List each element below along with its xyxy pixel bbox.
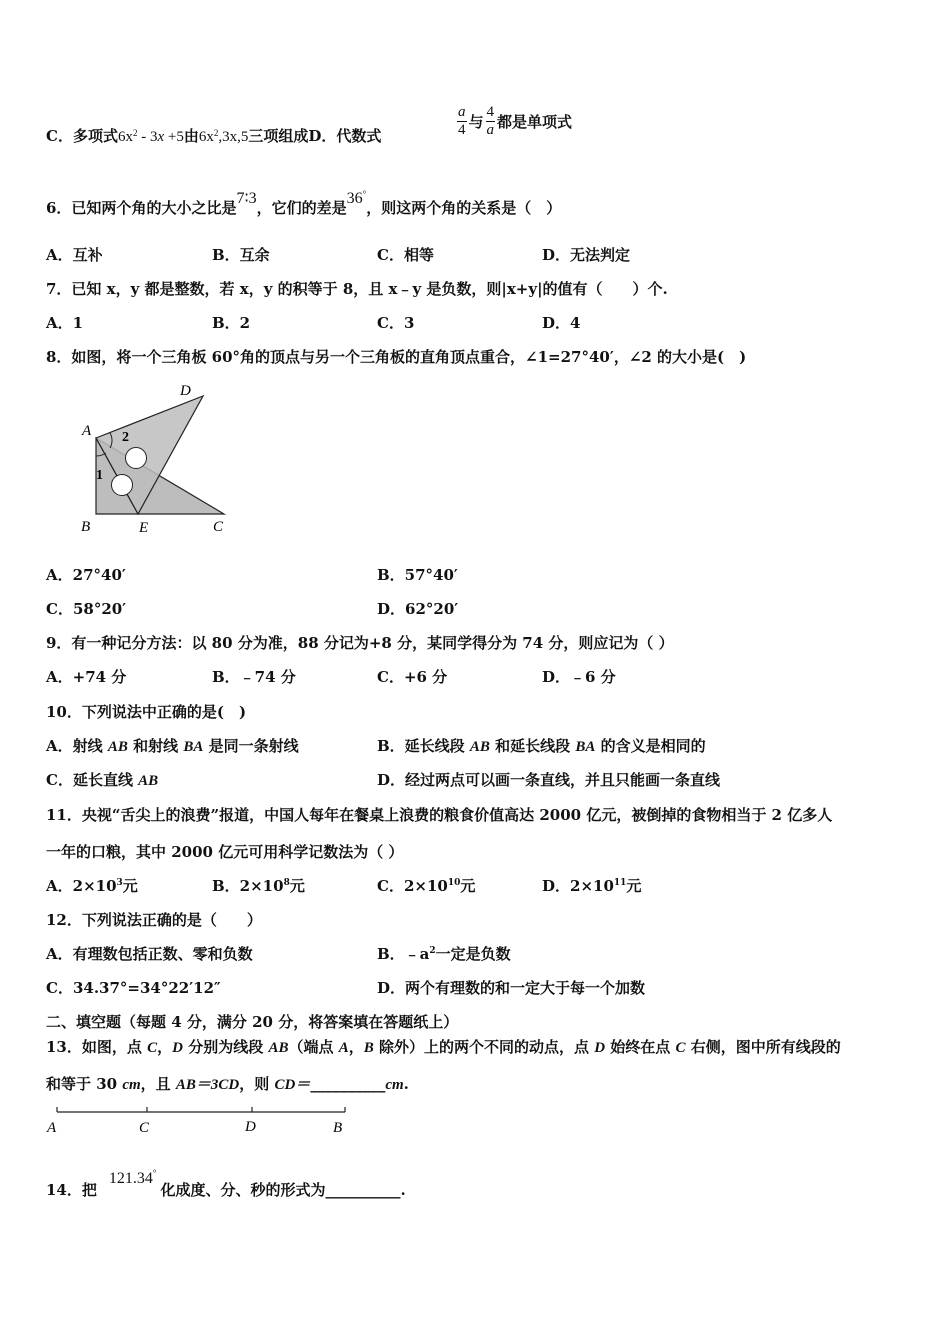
q13-d2: D [594,1040,606,1056]
q10-b-post: 的含义是相同的 [595,737,706,755]
q9-option-c: C．+6 分 [377,668,448,686]
q10-a-ab: AB [107,739,128,755]
q5-cd-line [46,126,381,147]
q13-l1-c: 分别为线段 [182,1038,269,1056]
q5-d-label: D．代数式 [308,127,382,145]
q11-a-unit: 元 [122,877,138,895]
q5-and: 与 [468,113,484,131]
q8-label-c: C [213,519,224,535]
q10-option-b [377,736,706,757]
q6-option-a: A．互补 [46,246,103,264]
q12-option-d: D．两个有理数的和一定大于每一个加数 [377,979,646,997]
q11-option-a [46,876,138,896]
q5-c-poly-b: - 3 [137,129,158,145]
q6-stem-b: ，它们的差是 [256,199,347,217]
q13-line2 [46,1074,409,1095]
q5-frac2-num: 4 [486,104,495,120]
q8-label-2: 2 [122,430,129,445]
q8-label-b: B [81,519,91,535]
q5-c-poly-a: 6x [117,129,133,145]
q5-frac2 [486,104,496,139]
q13-b: B [363,1040,374,1056]
q10-a-post: 是同一条射线 [203,737,299,755]
q10-a-mid: 和射线 [127,737,184,755]
q6-option-d: D．无法判定 [542,246,631,264]
q5-c-compose: 三项组成 [248,127,309,145]
q5-d-end: 都是单项式 [497,113,573,131]
q5-c-by: 由 [183,127,199,145]
q12-option-b [377,944,511,964]
q5-c-terms: 6x [198,129,214,145]
q5-frac1 [457,104,467,139]
q11-c-pre: C．2×10 [377,877,448,895]
q11-option-b [212,876,305,896]
q13-c: C [147,1040,158,1056]
q13-cdeq: CD＝ [274,1077,311,1093]
q10-a-ba: BA [183,739,204,755]
q14-line [46,1168,406,1201]
q6-stem [46,189,562,219]
q8-label-1: 1 [96,468,103,483]
q13-line1 [46,1037,841,1058]
q5-frac2-den: a [486,122,495,138]
q10-b-mid: 和延长线段 [489,737,576,755]
q11-d-pre: D．2×10 [542,877,614,895]
q5-frac1-den: 4 [458,122,466,138]
q10-stem: 10．下列说法中正确的是( ) [46,703,247,721]
q14-pre: 14．把 [46,1181,97,1199]
q8-option-b: B．57°40′ [377,566,458,584]
q13-l1-e: ， [348,1038,364,1056]
q13-segment-figure [44,1104,354,1138]
q7-option-b: B．2 [212,314,251,332]
q13-l1-h: 右侧，图中所有线段的 [685,1038,841,1056]
q11-a-pre: A．2×10 [46,877,117,895]
q8-option-c: C．58°20′ [46,600,127,618]
q10-c-ab: AB [138,773,159,789]
q13-l1-f: 除外）上的两个不同的动点，点 [373,1038,595,1056]
q5-c-terms-rest: ,3x,5 [218,129,249,145]
q10-b-ba: BA [575,739,596,755]
q11-d-exp: 11 [613,878,627,888]
q8-stem: 8．如图，将一个三角板 60°角的顶点与另一个三角板的直角顶点重合，∠1=27°40′，∠2 的大小是( ) [46,348,747,366]
q13-l2-c: ，则 [239,1075,275,1093]
q13-l1-a: 13．如图，点 [46,1038,148,1056]
q13-l1-d: （端点 [288,1038,339,1056]
q13-label-b: B [333,1120,343,1136]
q12-stem: 12．下列说法正确的是（ ） [46,911,262,929]
q14-value: 121.34 [108,1170,153,1187]
q5-c-poly-x: x [157,129,165,145]
q11-c-exp: 10 [447,878,461,888]
q8-option-a: A．27°40′ [46,566,126,584]
q13-dot: . [403,1075,409,1093]
q11-option-d [542,876,641,896]
q9-option-d: D．﹣6 分 [542,668,616,686]
q10-b-ab: AB [469,739,490,755]
q12-option-c: C．34.37°=34°22′12″ [46,979,221,997]
q10-a-pre: A．射线 [46,737,108,755]
q5-frac1-num: a [458,104,466,120]
q5-c-label: C．多项式 [46,127,118,145]
section2-heading: 二、填空题（每题 4 分，满分 20 分，将答案填在答题纸上） [46,1013,459,1031]
q12-b-exp: 2 [429,946,436,956]
q13-answer-blank[interactable]: __________ [310,1075,386,1093]
q9-option-a: A．+74 分 [46,668,127,686]
q10-option-c [46,770,158,791]
q7-option-d: D．4 [542,314,581,332]
q11-stem-line1: 11．央视“舌尖上的浪费”报道，中国人每年在餐桌上浪费的粮食价值高达 2000 亿元，被倒掉的食物相当于 2 亿多人 [46,806,833,824]
q13-label-c: C [139,1120,150,1136]
q11-option-c [377,876,475,896]
q7-option-c: C．3 [377,314,415,332]
q14-dot: . [400,1181,406,1199]
q12-b-pre: B．﹣a [377,945,430,963]
q6-deg: ° [362,189,367,199]
q9-option-b: B．﹣74 分 [212,668,296,686]
q11-b-pre: B．2×10 [212,877,284,895]
q12-b-post: 一定是负数 [435,945,511,963]
q8-label-a: A [82,423,92,439]
q11-d-unit: 元 [626,877,642,895]
q13-ab: AB [268,1040,289,1056]
q11-stem-line2: 一年的口粮，其中 2000 亿元可用科学记数法为（ ） [46,843,404,861]
q11-a-exp: 3 [116,878,123,888]
q10-option-a [46,736,299,757]
q13-l2-b: ，且 [140,1075,176,1093]
q13-cm2: cm [385,1077,404,1093]
q6-ratio: 7∶3 [236,190,257,207]
q5-c-terms-sq: 2 [213,128,219,138]
q12-option-a: A．有理数包括正数、零和负数 [46,945,253,963]
q13-ab3cd: AB＝3CD [175,1077,240,1093]
q13-l1-g: 始终在点 [605,1038,676,1056]
q14-deg: ° [152,1168,157,1178]
q9-stem: 9．有一种记分方法：以 80 分为准，88 分记为+8 分，某同学得分为 74 分，则应记为（ ） [46,634,674,652]
q13-d: D [172,1040,183,1056]
q8-hole-lower [112,475,133,496]
q11-b-unit: 元 [289,877,305,895]
q8-option-d: D．62°20′ [377,600,459,618]
q8-label-d: D [180,383,191,399]
q14-post: 化成度、分、秒的形式为 [160,1181,326,1199]
q5-c-poly-c: +5 [164,129,184,145]
q14-answer-blank[interactable]: __________ [325,1181,401,1199]
q11-b-exp: 8 [283,878,290,888]
q13-c2: C [675,1040,686,1056]
q10-c-pre: C．延长直线 [46,771,139,789]
q13-cm: cm [122,1077,141,1093]
q13-label-d: D [245,1119,256,1135]
q6-stem-c: ，则这两个角的关系是（ ） [366,199,562,217]
q13-l2-a: 和等于 30 [46,1075,123,1093]
q6-option-b: B．互余 [212,246,270,264]
q6-option-c: C．相等 [377,246,434,264]
q8-label-e: E [139,520,149,536]
q6-stem-a: 6．已知两个角的大小之比是 [46,199,237,217]
q5-c-sq: 2 [132,128,138,138]
q13-label-a: A [47,1120,57,1136]
q13-l1-b: ， [157,1038,173,1056]
q11-c-unit: 元 [460,877,476,895]
q7-option-a: A．1 [46,314,84,332]
q8-triangle-figure [70,378,240,540]
q10-b-pre: B．延长线段 [377,737,470,755]
q10-option-d: D．经过两点可以画一条直线，并且只能画一条直线 [377,771,721,789]
q6-diff: 36 [346,190,363,207]
q7-stem: 7．已知 x，y 都是整数，若 x，y 的积等于 8，且 x﹣y 是负数，则|x+y|的值有（ ）个. [46,280,668,298]
q13-a: A [338,1040,349,1056]
q5-d-frac-group [455,104,572,139]
q8-hole-upper [126,448,147,469]
